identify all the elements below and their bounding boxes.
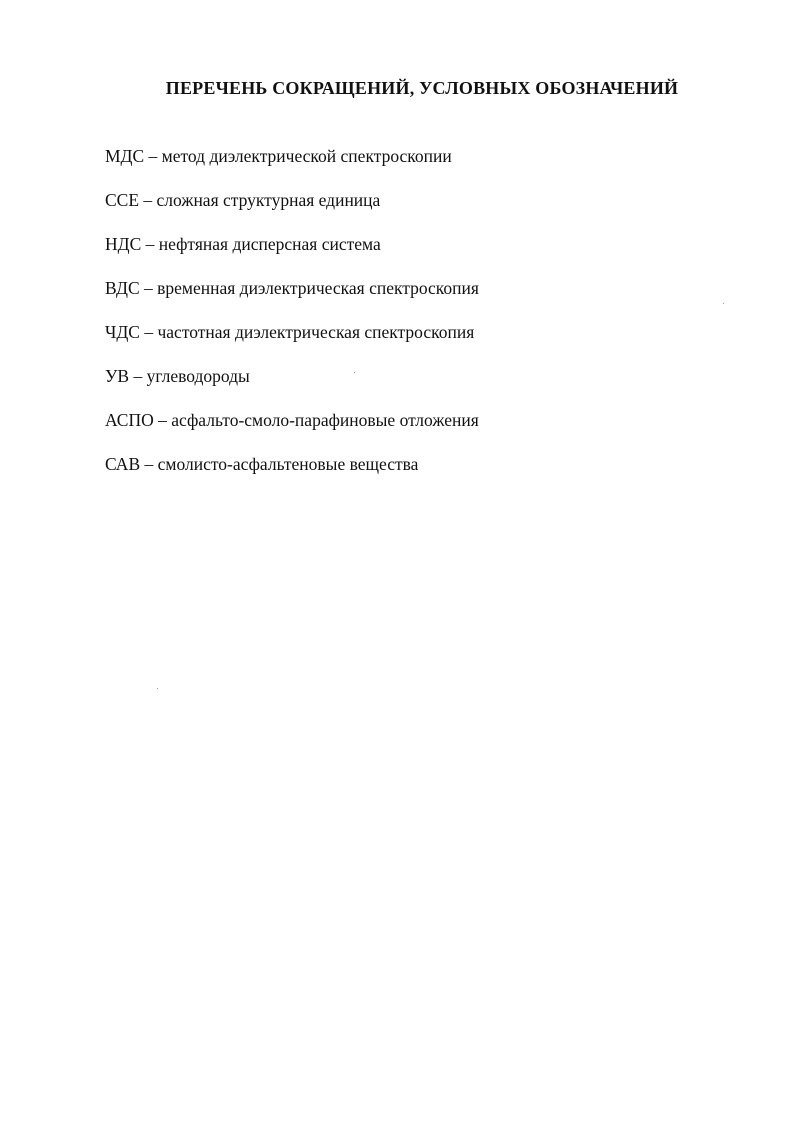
abbreviation-item: ВДС – временная диэлектрическая спектроскопия: [105, 278, 479, 298]
abbreviation-item: ССЕ – сложная структурная единица: [105, 190, 381, 210]
abbreviation-item: АСПО – асфальто-смоло-парафиновые отложения: [105, 410, 479, 430]
abbreviation-item: УВ – углеводороды: [105, 366, 250, 386]
page-title: ПЕРЕЧЕНЬ СОКРАЩЕНИЙ, УСЛОВНЫХ ОБОЗНАЧЕНИЙ: [165, 78, 679, 98]
scan-speck: [354, 372, 355, 373]
scan-speck: [723, 303, 724, 304]
abbreviation-item: МДС – метод диэлектрической спектроскопии: [105, 146, 452, 166]
abbreviation-item: НДС – нефтяная дисперсная система: [105, 234, 381, 254]
scan-speck: [157, 688, 158, 689]
abbreviation-list: [105, 145, 479, 497]
abbreviation-item: ЧДС – частотная диэлектрическая спектроскопия: [105, 322, 475, 342]
abbreviation-item: САВ – смолисто-асфальтеновые вещества: [105, 454, 419, 474]
